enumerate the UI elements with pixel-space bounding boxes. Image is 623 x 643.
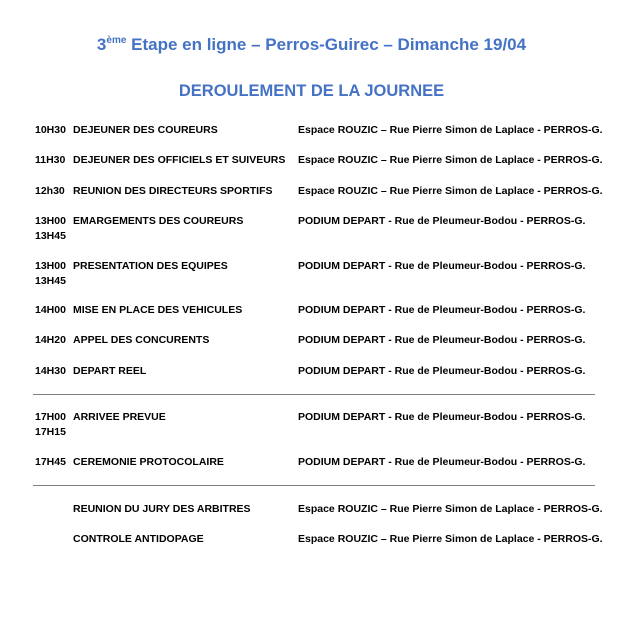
schedule-time-end: 17H15 xyxy=(35,426,66,438)
schedule-place: Espace ROUZIC – Rue Pierre Simon de Laplace - PERROS-G. xyxy=(298,533,603,545)
schedule-place: Espace ROUZIC – Rue Pierre Simon de Laplace - PERROS-G. xyxy=(298,154,603,166)
schedule-time: 17H00 xyxy=(35,411,66,423)
schedule-event: EMARGEMENTS DES COUREURS xyxy=(73,215,244,227)
schedule-time: 10H30 xyxy=(35,124,66,136)
schedule-time: 17H45 xyxy=(35,456,66,468)
schedule-time-end: 13H45 xyxy=(35,230,66,242)
schedule-event: CONTROLE ANTIDOPAGE xyxy=(73,533,204,545)
schedule-place: PODIUM DEPART - Rue de Pleumeur-Bodou - PERROS-G. xyxy=(298,304,586,316)
schedule-place: Espace ROUZIC – Rue Pierre Simon de Laplace - PERROS-G. xyxy=(298,503,603,515)
schedule-place: PODIUM DEPART - Rue de Pleumeur-Bodou - PERROS-G. xyxy=(298,456,586,468)
schedule-event: ARRIVEE PREVUE xyxy=(73,411,166,423)
schedule-place: PODIUM DEPART - Rue de Pleumeur-Bodou - PERROS-G. xyxy=(298,411,586,423)
page-subtitle: DEROULEMENT DE LA JOURNEE xyxy=(178,82,445,100)
schedule-time: 14H20 xyxy=(35,334,66,346)
schedule-time-end: 13H45 xyxy=(35,275,66,287)
section-divider xyxy=(33,394,595,395)
schedule-event: DEPART REEL xyxy=(73,365,147,377)
schedule-event: CEREMONIE PROTOCOLAIRE xyxy=(73,456,224,468)
schedule-time: 14H30 xyxy=(35,365,66,377)
schedule-time: 11H30 xyxy=(35,154,66,166)
title-superscript: ème xyxy=(106,35,127,46)
schedule-event: REUNION DES DIRECTEURS SPORTIFS xyxy=(73,185,273,197)
schedule-time: 13H00 xyxy=(35,260,66,272)
title-number: 3 xyxy=(96,35,107,54)
schedule-event: PRESENTATION DES EQUIPES xyxy=(73,260,228,272)
schedule-place: Espace ROUZIC – Rue Pierre Simon de Laplace - PERROS-G. xyxy=(298,124,603,136)
schedule-event: DEJEUNER DES COUREURS xyxy=(73,124,218,136)
page-title xyxy=(0,35,623,55)
schedule-time: 12h30 xyxy=(35,185,65,197)
title-text: Etape en ligne – Perros-Guirec – Dimanche 19/04 xyxy=(126,35,527,54)
schedule-place: PODIUM DEPART - Rue de Pleumeur-Bodou - PERROS-G. xyxy=(298,365,586,377)
schedule-time: 14H00 xyxy=(35,304,66,316)
schedule-place: PODIUM DEPART - Rue de Pleumeur-Bodou - PERROS-G. xyxy=(298,260,586,272)
schedule-place: PODIUM DEPART - Rue de Pleumeur-Bodou - PERROS-G. xyxy=(298,215,586,227)
schedule-place: PODIUM DEPART - Rue de Pleumeur-Bodou - PERROS-G. xyxy=(298,334,586,346)
schedule-time: 13H00 xyxy=(35,215,66,227)
schedule-event: APPEL DES CONCURENTS xyxy=(73,334,210,346)
schedule-event: MISE EN PLACE DES VEHICULES xyxy=(73,304,243,316)
section-divider xyxy=(33,485,595,486)
schedule-place: Espace ROUZIC – Rue Pierre Simon de Laplace - PERROS-G. xyxy=(298,185,603,197)
schedule-event: DEJEUNER DES OFFICIELS ET SUIVEURS xyxy=(73,154,286,166)
schedule-event: REUNION DU JURY DES ARBITRES xyxy=(73,503,251,515)
